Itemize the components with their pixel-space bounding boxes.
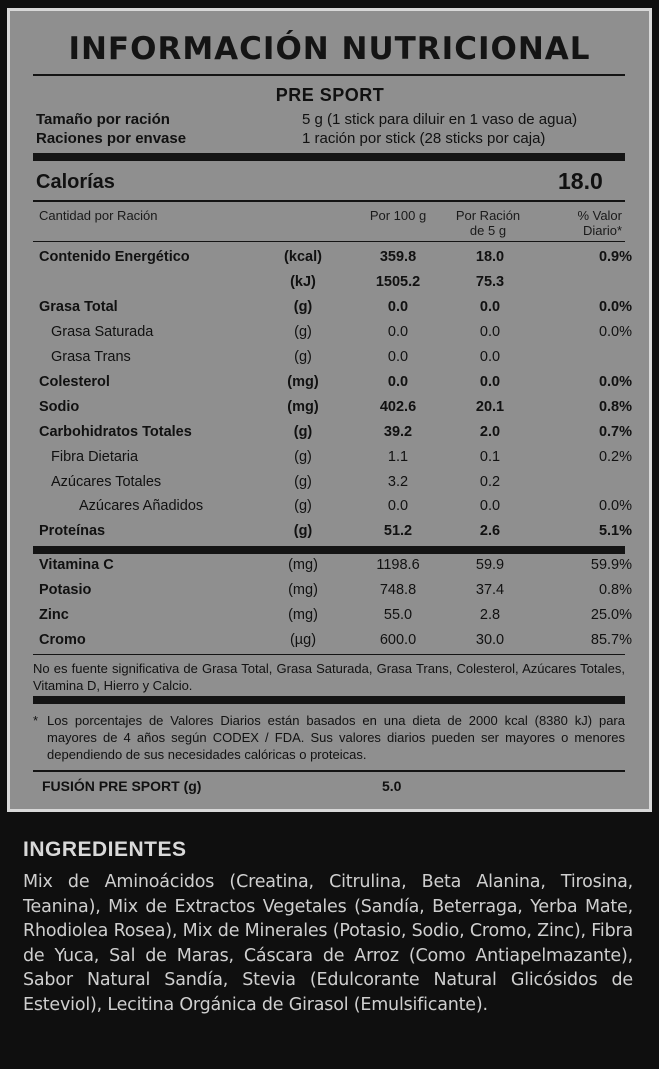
value-per-100g: 1505.2 [375,274,421,290]
nutrient-unit: (mg) [288,607,318,623]
nutrient-unit: (g) [294,474,312,490]
servings-label: Raciones por envase [36,130,187,147]
nutrient-row [10,607,650,631]
nutrient-unit: (g) [293,523,313,539]
product-name: PRE SPORT [275,85,385,105]
daily-value-percent: 0.0% [598,498,632,514]
nutrient-row [10,582,650,606]
divider [33,200,625,202]
nutrient-unit: (kJ) [290,274,316,290]
nutrient-row [10,498,650,522]
value-per-100g: 600.0 [379,632,417,648]
daily-value-percent: 59.9% [590,557,632,573]
nutrient-row [10,557,650,581]
daily-value-percent: 0.8% [598,582,632,598]
nutrient-name: Grasa Saturada [51,324,154,340]
value-per-100g: 1198.6 [376,557,420,573]
header-daily-value-note: Diario* [582,223,622,238]
divider [33,654,625,655]
daily-value-percent: 25.0% [590,607,632,623]
header-per100: Por 100 g [369,208,427,223]
daily-value-percent: 5.1% [598,523,632,539]
nutrient-row [10,474,650,498]
value-per-100g: 402.6 [379,399,417,415]
value-per-serving: 0.2 [479,474,501,490]
header-per-serving: Por Ración [455,208,521,223]
value-per-100g: 0.0 [387,349,409,365]
nutrient-row [10,632,650,656]
nutrient-row [10,299,650,323]
value-per-serving: 0.0 [479,498,501,514]
nutrition-facts-panel [7,8,652,812]
daily-value-percent: 0.8% [598,399,632,415]
nutrient-name: Colesterol [39,374,110,390]
nutrient-name: Carbohidratos Totales [39,424,192,440]
nutrient-name: Proteínas [39,523,106,539]
value-per-100g: 0.0 [387,324,409,340]
value-per-100g: 51.2 [383,523,413,539]
value-per-serving: 20.1 [475,399,505,415]
nutrient-name: Contenido Energético [39,249,190,265]
nutrient-name: Cromo [39,632,86,648]
value-per-100g: 0.0 [387,374,409,390]
value-per-100g: 359.8 [379,249,417,265]
value-per-serving: 0.1 [479,449,501,465]
divider [33,241,625,242]
header-daily-value: % Valor [577,208,622,223]
nutrient-name: Potasio [39,582,92,598]
blend-value: 5.0 [382,778,402,794]
nutrient-row [10,424,650,448]
nutrient-name: Grasa Trans [51,349,131,365]
nutrient-unit: (g) [293,299,313,315]
daily-value-percent: 85.7% [590,632,632,648]
thick-divider [33,546,625,554]
daily-value-percent: 0.9% [598,249,632,265]
value-per-100g: 3.2 [387,474,409,490]
daily-value-percent: 0.2% [598,449,632,465]
nutrient-unit: (mg) [287,374,319,390]
value-per-serving: 2.8 [479,607,501,623]
daily-value-percent: 0.0% [598,374,632,390]
divider [33,770,625,772]
value-per-serving: 0.0 [479,299,501,315]
nutrient-unit: (g) [293,424,313,440]
thick-divider [33,696,625,704]
value-per-serving: 30.0 [475,632,505,648]
value-per-serving: 2.0 [479,424,501,440]
value-per-serving: 0.0 [479,349,501,365]
value-per-serving: 37.4 [475,582,505,598]
nutrient-unit: (µg) [289,632,317,648]
calories-value: 18.0 [558,168,603,194]
nutrient-row [10,374,650,398]
nutrient-row [10,399,650,423]
label-title: INFORMACIÓN NUTRICIONAL [68,31,591,67]
nutrient-name: Azúcares Añadidos [79,498,204,514]
ingredients-title: INGREDIENTES [23,838,187,861]
header-amount: Cantidad por Ración [39,208,158,223]
value-per-100g: 1.1 [387,449,409,465]
nutrient-name: Fibra Dietaria [51,449,139,465]
nutrient-row [10,349,650,373]
nutrient-row [10,449,650,473]
daily-value-footnote: Los porcentajes de Valores Diarios están basados en una dieta de 2000 kcal (8380 kJ) para mayores de 4 años según CODEX / FDA. Sus valores diarios pueden ser mayores o menores dependiendo de sus necesidades calóricas o proteicas. [47,713,625,762]
serving-size-value: 5 g (1 stick para diluir en 1 vaso de agua) [302,111,578,128]
value-per-serving: 18.0 [475,249,505,265]
value-per-serving: 2.6 [479,523,501,539]
nutrient-unit: (mg) [288,582,318,598]
nutrient-name: Zinc [39,607,69,623]
value-per-100g: 39.2 [383,424,413,440]
nutrient-unit: (g) [294,349,312,365]
nutrient-unit: (g) [294,449,312,465]
header-per-serving-size: de 5 g [469,223,507,238]
serving-size-label: Tamaño por ración [36,111,170,128]
nutrient-name: Sodio [39,399,80,415]
value-per-100g: 0.0 [387,498,409,514]
nutrient-row [10,274,650,298]
nutrient-name: Vitamina C [39,557,114,573]
divider [33,74,625,76]
servings-value: 1 ración por stick (28 sticks por caja) [302,130,546,147]
value-per-serving: 0.0 [479,324,501,340]
blend-label: FUSIÓN PRE SPORT (g) [42,778,202,794]
calories-label: Calorías [36,171,115,193]
daily-value-percent: 0.0% [598,324,632,340]
nutrient-unit: (g) [294,324,312,340]
nutrient-row [10,324,650,348]
thick-divider [33,153,625,161]
nutrient-unit: (kcal) [284,249,322,265]
nutrient-name: Grasa Total [39,299,118,315]
nutrient-name: Azúcares Totales [51,474,162,490]
nutrient-unit: (mg) [288,557,318,573]
daily-value-percent: 0.7% [598,424,632,440]
daily-value-percent: 0.0% [598,299,632,315]
value-per-serving: 0.0 [479,374,501,390]
ingredients-text: Mix de Aminoácidos (Creatina, Citrulina, Beta Alanina, Tirosina, Teanina), Mix de Extractos Vegetales (Sandía, Beterraga, Yerba Mate, Rhodiolea Rosea), Mix de Minerales (Potasio, Sodio, Cromo, Zinc), Fibra de Yuca, Sal de Maras, Cáscara de Arroz (Como Antiapelmazante), Sabor Natural Sandía, Stevia (Edulcorante Natural Glicósidos de Esteviol), Lecitina Orgánica de Girasol (Emulsificante). [23,872,633,1015]
not-significant-note: No es fuente significativa de Grasa Total, Grasa Saturada, Grasa Trans, Colesterol, Azúcares Totales, Vitamina D, Hierro y Calcio. [33,661,625,693]
value-per-100g: 748.8 [379,582,417,598]
value-per-100g: 0.0 [387,299,409,315]
nutrient-row [10,249,650,273]
nutrient-row [10,523,650,547]
value-per-serving: 75.3 [475,274,505,290]
nutrient-unit: (g) [294,498,312,514]
value-per-serving: 59.9 [475,557,505,573]
nutrient-unit: (mg) [287,399,319,415]
value-per-100g: 55.0 [383,607,413,623]
footnote-mark: * [33,713,39,728]
